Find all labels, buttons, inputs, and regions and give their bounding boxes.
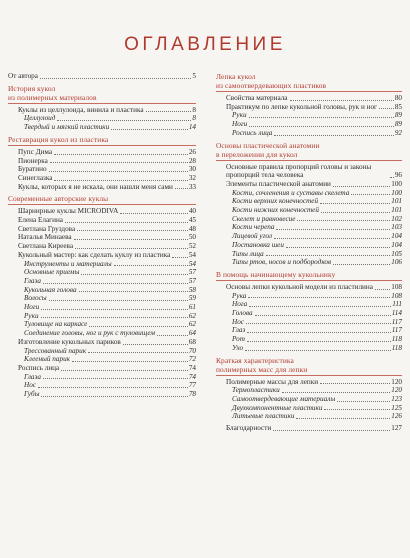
toc-entry-title: Литьевые пластики	[232, 412, 295, 421]
section-heading	[216, 356, 402, 376]
toc-entry[interactable]	[216, 129, 402, 138]
toc-entry-page: 45	[188, 216, 196, 225]
dot-leader	[246, 323, 391, 324]
toc-entry-page: 85	[394, 102, 402, 111]
section-heading-line: История кукол	[8, 83, 56, 93]
toc-entry-page: 48	[188, 224, 196, 233]
section-heading-line: полимерных масс для лепки	[216, 364, 308, 374]
toc-entry-page: 104	[391, 232, 402, 241]
dot-leader	[249, 306, 391, 307]
dot-leader	[88, 352, 188, 353]
section-heading-line: в переложении для кукол	[216, 149, 298, 159]
dot-leader	[274, 238, 390, 239]
toc-entry-page: 96	[394, 171, 402, 180]
toc-entry[interactable]	[8, 242, 196, 251]
toc-entry-title: Постановка шеи	[232, 240, 284, 249]
dot-leader	[54, 154, 188, 155]
toc-entry-page: 57	[188, 276, 196, 285]
toc-entry-title: Кукольная голова	[24, 285, 77, 294]
toc-entry[interactable]	[8, 106, 196, 115]
toc-entry[interactable]	[8, 207, 196, 216]
toc-entry-title: Полимерные массы для лепки	[226, 377, 319, 386]
toc-entry[interactable]	[8, 260, 196, 269]
toc-entry[interactable]	[8, 148, 196, 157]
toc-entry-title: Наталья Минаева	[18, 233, 72, 242]
dot-leader	[296, 418, 390, 419]
section-heading	[216, 141, 402, 161]
section-heading	[216, 270, 402, 281]
dot-leader	[123, 344, 188, 345]
dot-leader	[172, 257, 188, 258]
dot-leader	[74, 239, 188, 240]
toc-entry[interactable]	[8, 268, 196, 277]
dot-leader	[247, 332, 390, 333]
dot-leader	[41, 309, 188, 310]
toc-entry-title: Голова	[232, 309, 253, 318]
toc-entry-title: Нос	[232, 317, 244, 326]
toc-entry[interactable]	[216, 283, 402, 292]
toc-entry-title: Основные правила пропорций головы и законы пропорций тела человека	[226, 162, 372, 180]
dot-leader	[375, 289, 390, 290]
toc-entry-page: 54	[188, 250, 196, 259]
toc-entry[interactable]	[8, 216, 196, 225]
dot-leader	[81, 274, 187, 275]
toc-entry-page: 120	[391, 386, 402, 395]
toc-entry[interactable]	[216, 232, 402, 241]
toc-entry-page: 52	[188, 242, 196, 251]
toc-entry[interactable]	[216, 197, 402, 206]
toc-entry[interactable]	[216, 395, 402, 404]
toc-entry-title: Ноги	[24, 303, 40, 312]
dot-leader	[249, 117, 394, 118]
toc-entry-page: 101	[391, 206, 402, 215]
dot-leader	[290, 100, 394, 101]
toc-entry-title: Нога	[232, 300, 248, 309]
toc-entry[interactable]	[8, 320, 196, 329]
dot-leader	[282, 392, 391, 393]
toc-entry-page: 72	[188, 355, 196, 364]
toc-entry-title: Кости черепа	[232, 223, 275, 232]
dot-leader	[320, 383, 390, 384]
toc-entry-page: 70	[188, 346, 196, 355]
dot-leader	[72, 361, 188, 362]
toc-entry-title: Роспись лица	[232, 128, 273, 137]
toc-entry-page: 54	[188, 259, 196, 268]
toc-right-column	[216, 72, 402, 433]
toc-entry[interactable]	[216, 292, 402, 301]
toc-entry-page: 118	[391, 343, 402, 352]
dot-leader	[351, 194, 390, 195]
toc-entry[interactable]	[216, 206, 402, 215]
toc-entry-title: Кости нижних конечностей	[232, 206, 319, 215]
section-heading	[8, 194, 196, 205]
toc-entry-page: 32	[188, 173, 196, 182]
toc-entry[interactable]	[8, 286, 196, 295]
dot-leader	[79, 291, 188, 292]
toc-entry-page: 33	[188, 182, 196, 191]
toc-entry[interactable]	[8, 165, 196, 174]
toc-entry-page: 103	[391, 223, 402, 232]
toc-entry-page: 127	[391, 424, 402, 433]
toc-entry[interactable]	[216, 309, 402, 318]
dot-leader	[77, 230, 188, 231]
dot-leader	[324, 409, 390, 410]
dot-leader	[175, 188, 188, 189]
toc-entry-page: 106	[391, 258, 402, 267]
toc-entry[interactable]	[8, 174, 196, 183]
toc-entry-title: Типы ртов, носов и подбородков	[232, 258, 332, 267]
toc-entry[interactable]	[8, 303, 196, 312]
toc-entry-page: 58	[188, 285, 196, 294]
dot-leader	[75, 248, 188, 249]
dot-leader	[276, 229, 390, 230]
section-heading-line: В помощь начинающему кукольнику	[216, 269, 336, 279]
toc-entry-title: От автора	[8, 72, 38, 80]
toc-entry-title: Глаза	[24, 276, 41, 285]
dot-leader	[41, 396, 187, 397]
toc-entry[interactable]	[8, 294, 196, 303]
toc-entry-page: 114	[391, 309, 402, 318]
toc-entry-page: 89	[394, 120, 402, 129]
toc-entry-page: 126	[391, 412, 402, 421]
dot-leader	[248, 297, 390, 298]
toc-entry-page: 78	[188, 390, 196, 399]
toc-entry-page: 105	[391, 249, 402, 258]
toc-entry-title: Пионерка	[18, 156, 48, 165]
dot-leader	[321, 212, 390, 213]
toc-entry-page: 8	[192, 114, 196, 123]
toc-entry-title: Рот	[232, 335, 245, 344]
dot-leader	[286, 247, 390, 248]
dot-leader	[89, 326, 187, 327]
dot-leader	[274, 135, 393, 136]
toc-entry[interactable]	[8, 338, 196, 347]
toc-entry[interactable]	[216, 215, 402, 224]
dot-leader	[297, 220, 390, 221]
toc-entry-page: 120	[391, 377, 402, 386]
toc-entry-page: 125	[391, 403, 402, 412]
toc-entry-page: 89	[394, 111, 402, 120]
toc-entry-page: 100	[391, 188, 402, 197]
section-heading-line: из полимерных материалов	[8, 92, 97, 102]
toc-entry-page: 61	[188, 303, 196, 312]
dot-leader	[337, 401, 390, 402]
toc-entry[interactable]	[8, 251, 196, 260]
toc-entry-title: Пупс Дима	[18, 147, 53, 156]
toc-entry-page: 118	[391, 335, 402, 344]
toc-entry[interactable]	[216, 223, 402, 232]
dot-leader	[49, 300, 188, 301]
dot-leader	[43, 283, 188, 284]
toc-entry-title: Практикум по лепке кукольной головы, рук и ног	[226, 102, 377, 111]
toc-entry-title: Самоотвердевающие материалы	[232, 394, 336, 403]
toc-entry-title: Руки	[24, 311, 39, 320]
toc-entry-title: Целлулоид	[24, 114, 56, 123]
dot-leader	[249, 126, 394, 127]
toc-entry-title: Инструменты и материалы	[24, 259, 112, 268]
toc-entry[interactable]	[8, 233, 196, 242]
dot-leader	[273, 430, 390, 431]
section-heading	[216, 72, 402, 92]
section-heading-line: из самоотвердевающих пластиков	[216, 81, 327, 90]
toc-entry-page: 30	[188, 165, 196, 174]
dot-leader	[157, 335, 188, 336]
toc-entry-title: Губы	[24, 390, 40, 399]
toc-entry-title: Глаз	[232, 326, 246, 335]
toc-entry-page: 40	[188, 207, 196, 216]
toc-entry-title: Скелет и равновесие	[232, 214, 296, 223]
toc-entry[interactable]	[216, 250, 402, 259]
dot-leader	[49, 171, 188, 172]
toc-entry[interactable]	[216, 241, 402, 250]
toc-entry-page: 28	[188, 156, 196, 165]
toc-entry[interactable]	[8, 157, 196, 166]
dot-leader	[320, 203, 390, 204]
toc-entry-page: 100	[391, 179, 402, 188]
toc-entry-title: Рука	[232, 291, 247, 300]
toc-entry[interactable]	[216, 335, 402, 344]
toc-entry-page: 104	[391, 240, 402, 249]
toc-entry[interactable]	[8, 183, 196, 192]
toc-entry-title: Типы лица	[232, 249, 264, 258]
dot-leader	[247, 341, 391, 342]
toc-entry-title: Двухкомпонентные пластики	[232, 403, 323, 412]
toc-entry-title: Термопластики	[232, 386, 280, 395]
toc-entry-title: Элементы пластической анатомии	[226, 179, 331, 188]
dot-leader	[120, 213, 188, 214]
toc-entry-title: Волосы	[24, 294, 47, 303]
toc-entry-title: Ноги	[232, 120, 248, 129]
dot-leader	[57, 120, 191, 121]
section-heading-line: Реставрация кукол из пластика	[8, 134, 109, 144]
toc-entry[interactable]	[8, 277, 196, 286]
toc-entry-title: Изготовление кукольных париков	[18, 337, 121, 346]
toc-entry-title: Благодарности	[226, 424, 272, 433]
toc-entry-title: Трессованный парик	[24, 346, 87, 355]
toc-entry[interactable]	[216, 424, 402, 433]
toc-entry-title: Свойства материала	[226, 94, 288, 102]
toc-entry-page: 108	[391, 291, 402, 300]
dot-leader	[61, 370, 188, 371]
dot-leader	[390, 177, 394, 178]
toc-entry[interactable]	[216, 94, 402, 103]
toc-entry[interactable]	[8, 373, 196, 382]
toc-entry-title: Светлана Груздова	[18, 224, 76, 233]
toc-entry[interactable]	[8, 225, 196, 234]
toc-entry[interactable]	[8, 381, 196, 390]
toc-entry-page: 111	[392, 300, 402, 309]
toc-entry-page: 74	[188, 363, 196, 372]
toc-entry-page: 108	[391, 282, 402, 291]
toc-entry-page: 50	[188, 233, 196, 242]
dot-leader	[146, 111, 192, 112]
dot-leader	[54, 180, 187, 181]
toc-entry[interactable]	[8, 355, 196, 364]
toc-entry[interactable]	[8, 347, 196, 356]
dot-leader	[333, 186, 390, 187]
toc-entry-title: Руки	[232, 111, 247, 120]
toc-entry-page: 68	[188, 337, 196, 346]
toc-entry-page: 74	[188, 372, 196, 381]
dot-leader	[114, 265, 188, 266]
toc-entry-title: Куклы, которых я не искала, они нашли меня сами	[18, 182, 173, 191]
toc-entry[interactable]	[8, 123, 196, 132]
toc-entry-page: 117	[391, 317, 402, 326]
toc-entry-page: 26	[188, 147, 196, 156]
toc-entry[interactable]	[216, 344, 402, 353]
toc-entry-title: Клееный парик	[24, 355, 71, 364]
toc-entry[interactable]	[8, 390, 196, 399]
toc-entry[interactable]	[216, 189, 402, 198]
dot-leader	[41, 317, 188, 318]
toc-entry-title: Елена Елагина	[18, 216, 63, 225]
section-heading-line: Краткая характеристика	[216, 355, 294, 365]
dot-leader	[111, 129, 188, 130]
dot-leader	[266, 255, 391, 256]
toc-entry-page: 80	[394, 94, 402, 102]
section-heading-line: Современные авторские куклы	[8, 194, 109, 204]
toc-entry-page: 5	[192, 72, 196, 80]
toc-entry-title: Туловище на каркасе	[24, 320, 88, 329]
toc-entry-page: 64	[188, 329, 196, 338]
toc-entry-page: 62	[188, 311, 196, 320]
dot-leader	[50, 162, 188, 163]
toc-entry-page: 77	[188, 381, 196, 390]
toc-entry-page: 117	[391, 326, 402, 335]
toc-entry[interactable]	[216, 103, 402, 112]
toc-entry[interactable]	[216, 404, 402, 413]
section-heading-line: Основы пластической анатомии	[216, 140, 320, 150]
toc-entry[interactable]	[8, 364, 196, 373]
toc-entry-title: Нос	[24, 381, 36, 390]
toc-entry-title: Буратино	[18, 165, 47, 174]
toc-entry-title: Соединение головы, ног и рук с туловищем	[24, 329, 155, 338]
toc-entry-title: Основы лепки кукольной модели из пластилина	[226, 282, 373, 291]
dot-leader	[379, 108, 394, 109]
toc-entry-page: 14	[188, 123, 196, 132]
toc-entry-title: Роспись лица	[18, 363, 60, 372]
toc-entry[interactable]	[8, 312, 196, 321]
toc-entry-title: Лицевой угол	[232, 232, 272, 241]
dot-leader	[255, 315, 391, 316]
toc-entry[interactable]	[216, 180, 402, 189]
toc-entry[interactable]	[216, 412, 402, 421]
toc-entry[interactable]	[216, 120, 402, 129]
toc-entry[interactable]	[216, 300, 402, 309]
toc-entry[interactable]	[216, 111, 402, 120]
toc-entry-title: Светлана Киреева	[18, 242, 74, 251]
toc-entry-title: Кости, сочленения и суставы скелета	[232, 188, 350, 197]
toc-entry-title: Ухо	[232, 343, 244, 352]
toc-entry[interactable]	[216, 386, 402, 395]
dot-leader	[65, 222, 188, 223]
toc-entry[interactable]	[216, 318, 402, 327]
toc-entry-title: Твердый и мягкий пластики	[24, 123, 110, 132]
dot-leader	[245, 350, 391, 351]
toc-entry-title: Куклы из целлулоида, винила и пластика	[18, 105, 144, 114]
section-heading	[8, 135, 196, 146]
toc-entry-page: 123	[391, 394, 402, 403]
dot-leader	[43, 378, 188, 379]
section-heading	[8, 84, 196, 104]
page-title: ОГЛАВЛЕНИЕ	[124, 34, 286, 55]
dot-leader	[333, 264, 390, 265]
toc-entry-page: 92	[394, 128, 402, 137]
toc-entry[interactable]	[216, 258, 402, 267]
toc-entry-page: 62	[188, 320, 196, 329]
toc-left-column	[8, 72, 196, 399]
toc-entry-page: 102	[391, 214, 402, 223]
toc-entry[interactable]	[8, 114, 196, 123]
dot-leader	[38, 387, 188, 388]
toc-entry[interactable]	[216, 378, 402, 387]
toc-entry[interactable]	[8, 329, 196, 338]
toc-entry[interactable]	[216, 326, 402, 335]
toc-entry-title: Синеглазка	[18, 173, 53, 182]
toc-entry-title: Шарнирные куклы MICRODIVA	[18, 207, 119, 216]
toc-entry-page: 59	[188, 294, 196, 303]
section-heading-line: Лепка кукол	[216, 72, 256, 81]
toc-entry-page: 8	[192, 105, 196, 114]
toc-entry[interactable]	[216, 163, 402, 180]
toc-entry[interactable]	[8, 72, 196, 81]
toc-entry-title: Кости верхних конечностей	[232, 197, 319, 206]
toc-entry-title: Глаза	[24, 372, 41, 381]
toc-entry-title: Кукольный мастер: как сделать куклу из пластика	[18, 250, 171, 259]
toc-entry-page: 57	[188, 268, 196, 277]
toc-entry-page: 101	[391, 197, 402, 206]
dot-leader	[40, 78, 191, 79]
toc-entry-title: Основные приемы	[24, 268, 80, 277]
